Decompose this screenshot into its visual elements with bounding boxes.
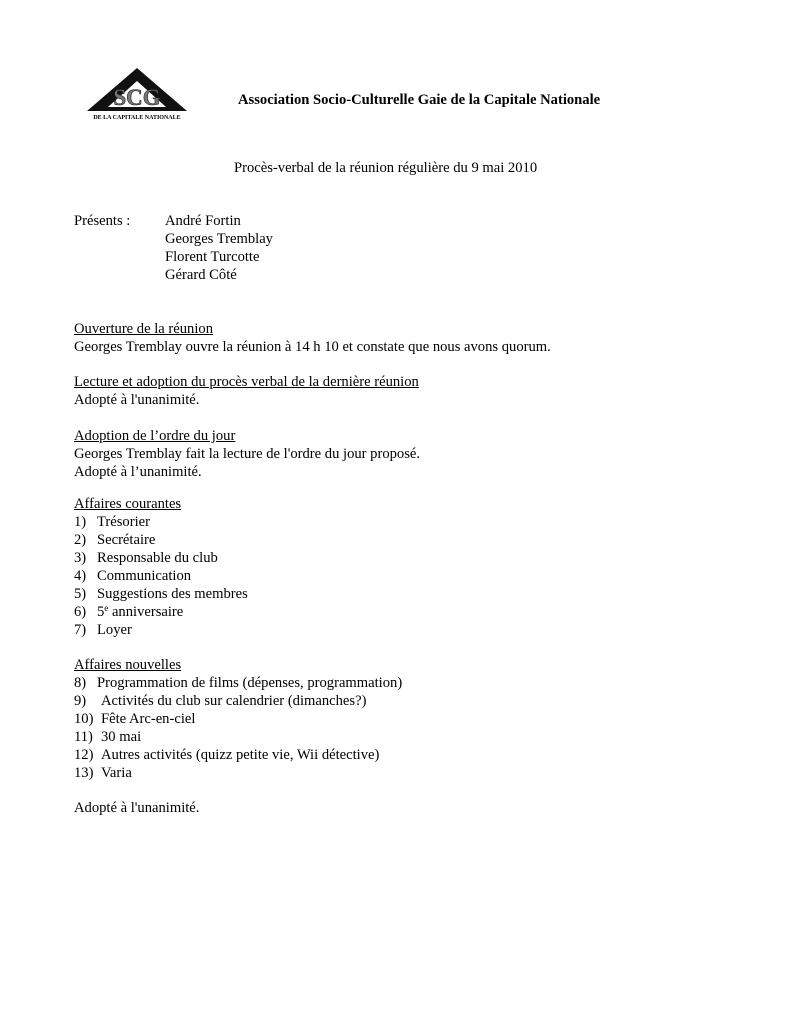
section-new-business (74, 656, 402, 782)
item-text: Suggestions des membres (97, 586, 248, 602)
item-text: Activités du club sur calendrier (dimanches?) (101, 693, 367, 709)
section-agenda (74, 427, 420, 481)
item-number: 10) (74, 711, 94, 727)
document-title: Procès-verbal de la réunion régulière du 9 mai 2010 (234, 160, 538, 176)
list-item (74, 674, 402, 692)
item-text (97, 603, 183, 621)
item-number: 2) (74, 532, 87, 548)
item-number: 1) (74, 514, 87, 530)
section-heading: Lecture et adoption du procès verbal de la dernière réunion (74, 374, 419, 390)
attendee-name: Georges Tremblay (165, 231, 273, 247)
list-item (74, 692, 402, 710)
list-item (74, 710, 402, 728)
section-text: Adopté à l'unanimité. (74, 800, 200, 816)
item-number: 6) (74, 604, 87, 620)
logo-letters: SCG (113, 85, 161, 110)
item-number: 13) (74, 765, 94, 781)
item-superscript: e (104, 603, 109, 613)
item-text: Responsable du club (97, 550, 218, 566)
scg-logo (86, 67, 188, 121)
list-item (74, 585, 248, 603)
logo-caption: DE LA CAPITALE NATIONALE (93, 115, 181, 121)
section-closing (74, 799, 199, 817)
section-heading: Affaires nouvelles (74, 657, 182, 673)
attendance-label: Présents : (74, 213, 131, 229)
item-number: 9) (74, 693, 87, 709)
attendance-list (165, 212, 273, 284)
item-number: 3) (74, 550, 87, 566)
item-text: Loyer (97, 622, 132, 638)
section-opening (74, 320, 551, 356)
item-text-rest: anniversaire (108, 604, 184, 620)
item-text: Varia (101, 765, 132, 781)
item-number: 12) (74, 747, 94, 763)
list-item (74, 531, 248, 549)
list-item (74, 513, 248, 531)
item-number: 7) (74, 622, 87, 638)
list-item (74, 728, 402, 746)
item-text: Secrétaire (97, 532, 156, 548)
section-heading: Affaires courantes (74, 496, 182, 512)
section-text: Georges Tremblay ouvre la réunion à 14 h 10 et constate que nous avons quorum. (74, 339, 551, 355)
attendee-name: André Fortin (165, 213, 241, 229)
attendee-name: Gérard Côté (165, 267, 237, 283)
section-text: Georges Tremblay fait la lecture de l'ordre du jour proposé. (74, 446, 421, 462)
list-item (74, 746, 402, 764)
section-heading: Ouverture de la réunion (74, 321, 213, 337)
item-text: Communication (97, 568, 192, 584)
section-text: Adopté à l'unanimité. (74, 392, 200, 408)
section-text: Adopté à l’unanimité. (74, 464, 202, 480)
item-number: 5) (74, 586, 87, 602)
list-item (74, 567, 248, 585)
item-text: 30 mai (101, 729, 142, 745)
section-minutes (74, 373, 419, 409)
list-item (74, 549, 248, 567)
section-current-business (74, 495, 248, 639)
list-item (74, 621, 248, 639)
list-item (74, 603, 248, 621)
item-text: Trésorier (97, 514, 150, 530)
scg-logo-graphic (86, 67, 188, 121)
attendee-name: Florent Turcotte (165, 249, 260, 265)
item-number: 8) (74, 675, 87, 691)
item-text: Fête Arc-en-ciel (101, 711, 196, 727)
item-number: 4) (74, 568, 87, 584)
list-item (74, 764, 402, 782)
item-text: Programmation de films (dépenses, programmation) (97, 675, 403, 691)
item-text: Autres activités (quizz petite vie, Wii détective) (101, 747, 380, 763)
item-number: 11) (74, 729, 93, 745)
item-text-number: 5 (97, 604, 105, 620)
organization-name: Association Socio-Culturelle Gaie de la Capitale Nationale (238, 92, 601, 108)
section-heading: Adoption de l’ordre du jour (74, 428, 236, 444)
